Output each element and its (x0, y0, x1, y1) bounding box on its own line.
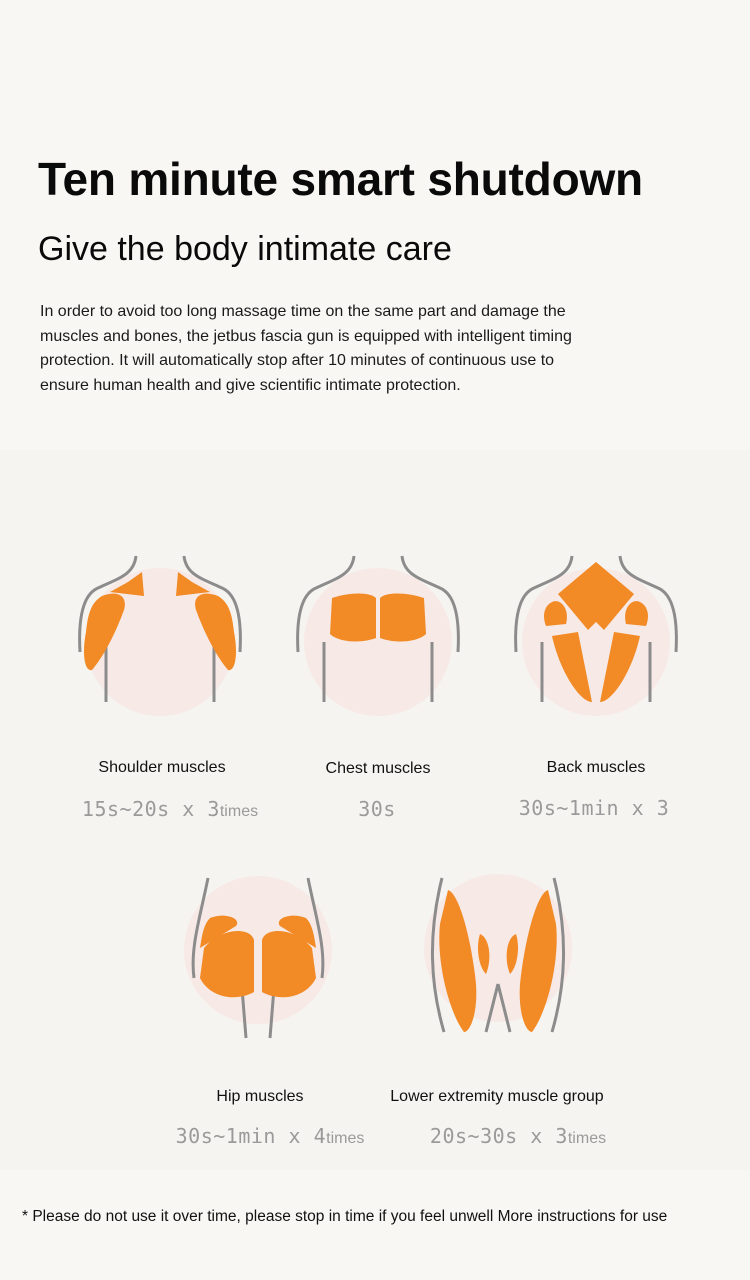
muscle-label: Shoulder muscles (98, 759, 226, 776)
muscle-label: Hip muscles (216, 1088, 304, 1105)
duration-value: 15s~20s x 3 (81, 797, 220, 821)
description (40, 300, 640, 398)
duration-value: 30s~1min x 4 (175, 1124, 327, 1148)
hip-muscles-icon (180, 868, 336, 1044)
muscle-duration (484, 796, 704, 820)
description-line: protection. It will automatically stop after 10 minutes of continuous use to (40, 352, 555, 369)
description-line: ensure human health and give scientific intimate protection. (40, 376, 461, 394)
duration-unit: times (567, 1130, 607, 1147)
duration-value: 20s~30s x 3 (429, 1124, 568, 1148)
duration-unit: times (219, 803, 259, 820)
muscle-label: Back muscles (546, 759, 646, 776)
duration-value: 30s~1min x 3 (518, 796, 670, 820)
muscle-duration (60, 797, 280, 821)
page-subtitle: Give the body intimate care (38, 230, 452, 268)
chest-muscles-icon (290, 552, 466, 720)
muscle-duration (155, 1124, 385, 1148)
muscle-duration (267, 797, 487, 821)
muscle-label: Lower extremity muscle group (390, 1088, 604, 1105)
description-line: In order to avoid too long massage time on the same part and damage the (40, 303, 566, 320)
leg-muscles-icon (420, 864, 576, 1044)
back-muscles-icon (508, 552, 684, 720)
duration-value: 30s (358, 797, 396, 821)
duration-unit: times (326, 1130, 365, 1147)
page-title: Ten minute smart shutdown (38, 153, 643, 205)
shoulder-muscles-icon (72, 552, 248, 720)
usage-note: * Please do not use it over time, please stop in time if you feel unwell More instructions for use (22, 1208, 668, 1225)
description-line: muscles and bones, the jetbus fascia gun is equipped with intelligent timing (40, 327, 572, 345)
muscle-duration (403, 1124, 633, 1148)
muscle-label: Chest muscles (325, 760, 431, 777)
